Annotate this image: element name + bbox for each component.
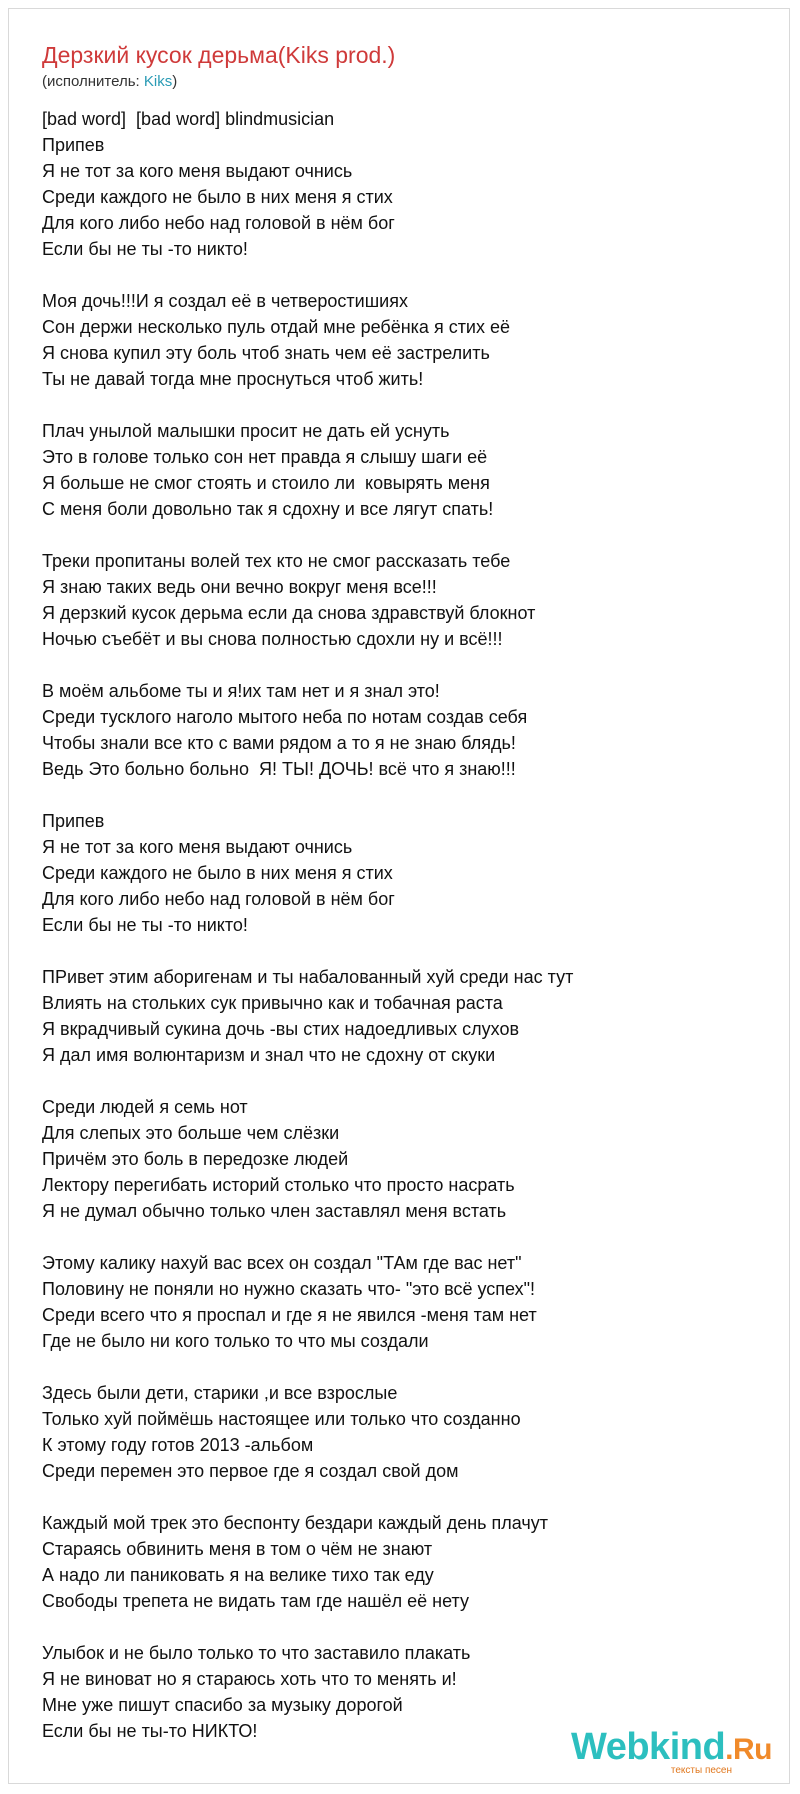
- lyrics-line: Для слепых это больше чем слёзки: [42, 1123, 340, 1143]
- lyrics-line: Плач унылой малышки просит не дать ей уснуть: [42, 421, 450, 441]
- performer-prefix: (исполнитель:: [42, 73, 144, 90]
- logo-word: Webkind: [571, 1726, 726, 1768]
- lyrics-stanza: [42, 1250, 762, 1354]
- lyrics-stanza: [42, 548, 762, 652]
- lyrics-line: Я не виноват но я стараюсь хоть что то менять и!: [42, 1669, 457, 1689]
- lyrics-line: Влиять на стольких сук привычно как и тобачная раста: [42, 993, 503, 1013]
- lyrics-line: ПРивет этим аборигенам и ты набалованный хуй среди нас тут: [42, 967, 574, 987]
- lyrics-stanza: [42, 1510, 762, 1614]
- lyrics-line: Припев: [42, 135, 105, 155]
- lyrics-line: Этому калику нахуй вас всех он создал "ТАм где вас нет": [42, 1253, 522, 1273]
- song-title: Дерзкий кусок дерьма(Kiks prod.): [42, 42, 396, 68]
- lyrics-line: Среди всего что я проспал и где я не явился -меня там нет: [42, 1305, 537, 1325]
- lyrics-stanza: [42, 418, 762, 522]
- lyrics-line: К этому году готов 2013 -альбом: [42, 1435, 314, 1455]
- lyrics-line: А надо ли паниковать я на велике тихо так еду: [42, 1565, 434, 1585]
- lyrics-line: Где не было ни кого только то что мы создали: [42, 1331, 429, 1351]
- lyrics-line: Я не тот за кого меня выдают очнись: [42, 837, 353, 857]
- site-logo[interactable]: [571, 1728, 772, 1776]
- lyrics-line: Я дал имя волюнтаризм и знал что не сдохну от скуки: [42, 1045, 496, 1065]
- lyrics-line: Половину не поняли но нужно сказать что- "это всё успех"!: [42, 1279, 536, 1299]
- lyrics-line: Улыбок и не было только то что заставило плакать: [42, 1643, 471, 1663]
- lyrics-line: Ты не давай тогда мне проснуться чтоб жить!: [42, 369, 424, 389]
- lyrics-line: Стараясь обвинить меня в том о чём не знают: [42, 1539, 433, 1559]
- lyrics-line: Сон держи несколько пуль отдай мне ребёнка я стих её: [42, 317, 511, 337]
- lyrics-line: Я знаю таких ведь они вечно вокруг меня все!!!: [42, 577, 437, 597]
- lyrics-line: Среди каждого не было в них меня я стих: [42, 187, 393, 207]
- lyrics-line: Я снова купил эту боль чтоб знать чем её застрелить: [42, 343, 490, 363]
- lyrics-line: Ночью съебёт и вы снова полностью сдохли ну и всё!!!: [42, 629, 503, 649]
- lyrics-line: Для кого либо небо над головой в нём бог: [42, 213, 395, 233]
- logo-tagline: тексты песен: [670, 1765, 732, 1776]
- lyrics-line: Среди тусклого наголо мытого неба по нотам создав себя: [42, 707, 528, 727]
- lyrics-line: Я не тот за кого меня выдают очнись: [42, 161, 353, 181]
- performer-link[interactable]: Kiks: [143, 73, 173, 90]
- lyrics-line: Если бы не ты -то никто!: [42, 915, 248, 935]
- lyrics-body: [42, 106, 762, 1744]
- lyrics-line: Мне уже пишут спасибо за музыку дорогой: [42, 1695, 403, 1715]
- lyrics-line: Если бы не ты -то никто!: [42, 239, 248, 259]
- performer-suffix: ): [172, 73, 178, 90]
- lyrics-line: Я вкрадчивый сукина дочь -вы стих надоедливых слухов: [42, 1019, 520, 1039]
- lyrics-line: Это в голове только сон нет правда я слышу шаги её: [42, 447, 488, 467]
- lyrics-line: Для кого либо небо над головой в нём бог: [42, 889, 395, 909]
- lyrics-line: Среди людей я семь нот: [42, 1097, 248, 1117]
- lyrics-line: Если бы не ты-то НИКТО!: [42, 1721, 258, 1741]
- lyrics-stanza: [42, 678, 762, 782]
- lyrics-line: Здесь были дети, старики ,и все взрослые: [42, 1383, 398, 1403]
- lyrics-line: Каждый мой трек это беспонту бездари каждый день плачут: [42, 1513, 549, 1533]
- lyrics-line: Треки пропитаны волей тех кто не смог рассказать тебе: [42, 551, 511, 571]
- lyrics-line: Свободы трепета не видать там где нашёл её нету: [42, 1591, 469, 1611]
- lyrics-stanza: [42, 1380, 762, 1484]
- lyrics-stanza: [42, 964, 762, 1068]
- lyrics-line: С меня боли довольно так я сдохну и все лягут спать!: [42, 499, 494, 519]
- performer-line: [42, 73, 177, 90]
- lyrics-stanza: [42, 808, 762, 938]
- lyrics-line: В моём альбоме ты и я!их там нет и я знал это!: [42, 681, 440, 701]
- logo-wordmark: [571, 1726, 772, 1768]
- lyrics-line: Чтобы знали все кто с вами рядом а то я не знаю блядь!: [42, 733, 516, 753]
- lyrics-line: Я больше не смог стоять и стоило ли ковырять меня: [42, 473, 490, 493]
- lyrics-line: Моя дочь!!!И я создал её в четверостишиях: [42, 291, 408, 311]
- lyrics-line: Только хуй поймёшь настоящее или только что созданно: [42, 1409, 521, 1429]
- lyrics-line: Среди перемен это первое где я создал свой дом: [42, 1461, 459, 1481]
- logo-tld: .Ru: [725, 1733, 772, 1766]
- lyrics-line: Причём это боль в передозке людей: [42, 1149, 349, 1169]
- lyrics-line: Я дерзкий кусок дерьма если да снова здравствуй блокнот: [42, 603, 536, 623]
- lyrics-line: Припев: [42, 811, 105, 831]
- lyrics-stanza: [42, 288, 762, 392]
- lyrics-line: Я не думал обычно только член заставлял меня встать: [42, 1201, 507, 1221]
- lyrics-line: Ведь Это больно больно Я! ТЫ! ДОЧЬ! всё что я знаю!!!: [42, 759, 516, 779]
- lyrics-stanza: [42, 1094, 762, 1224]
- lyrics-line: Среди каждого не было в них меня я стих: [42, 863, 393, 883]
- lyrics-line: Лектору перегибать историй столько что просто насрать: [42, 1175, 515, 1195]
- lyrics-stanza: [42, 106, 762, 262]
- lyrics-line: [bad word] [bad word] blindmusician: [42, 109, 335, 129]
